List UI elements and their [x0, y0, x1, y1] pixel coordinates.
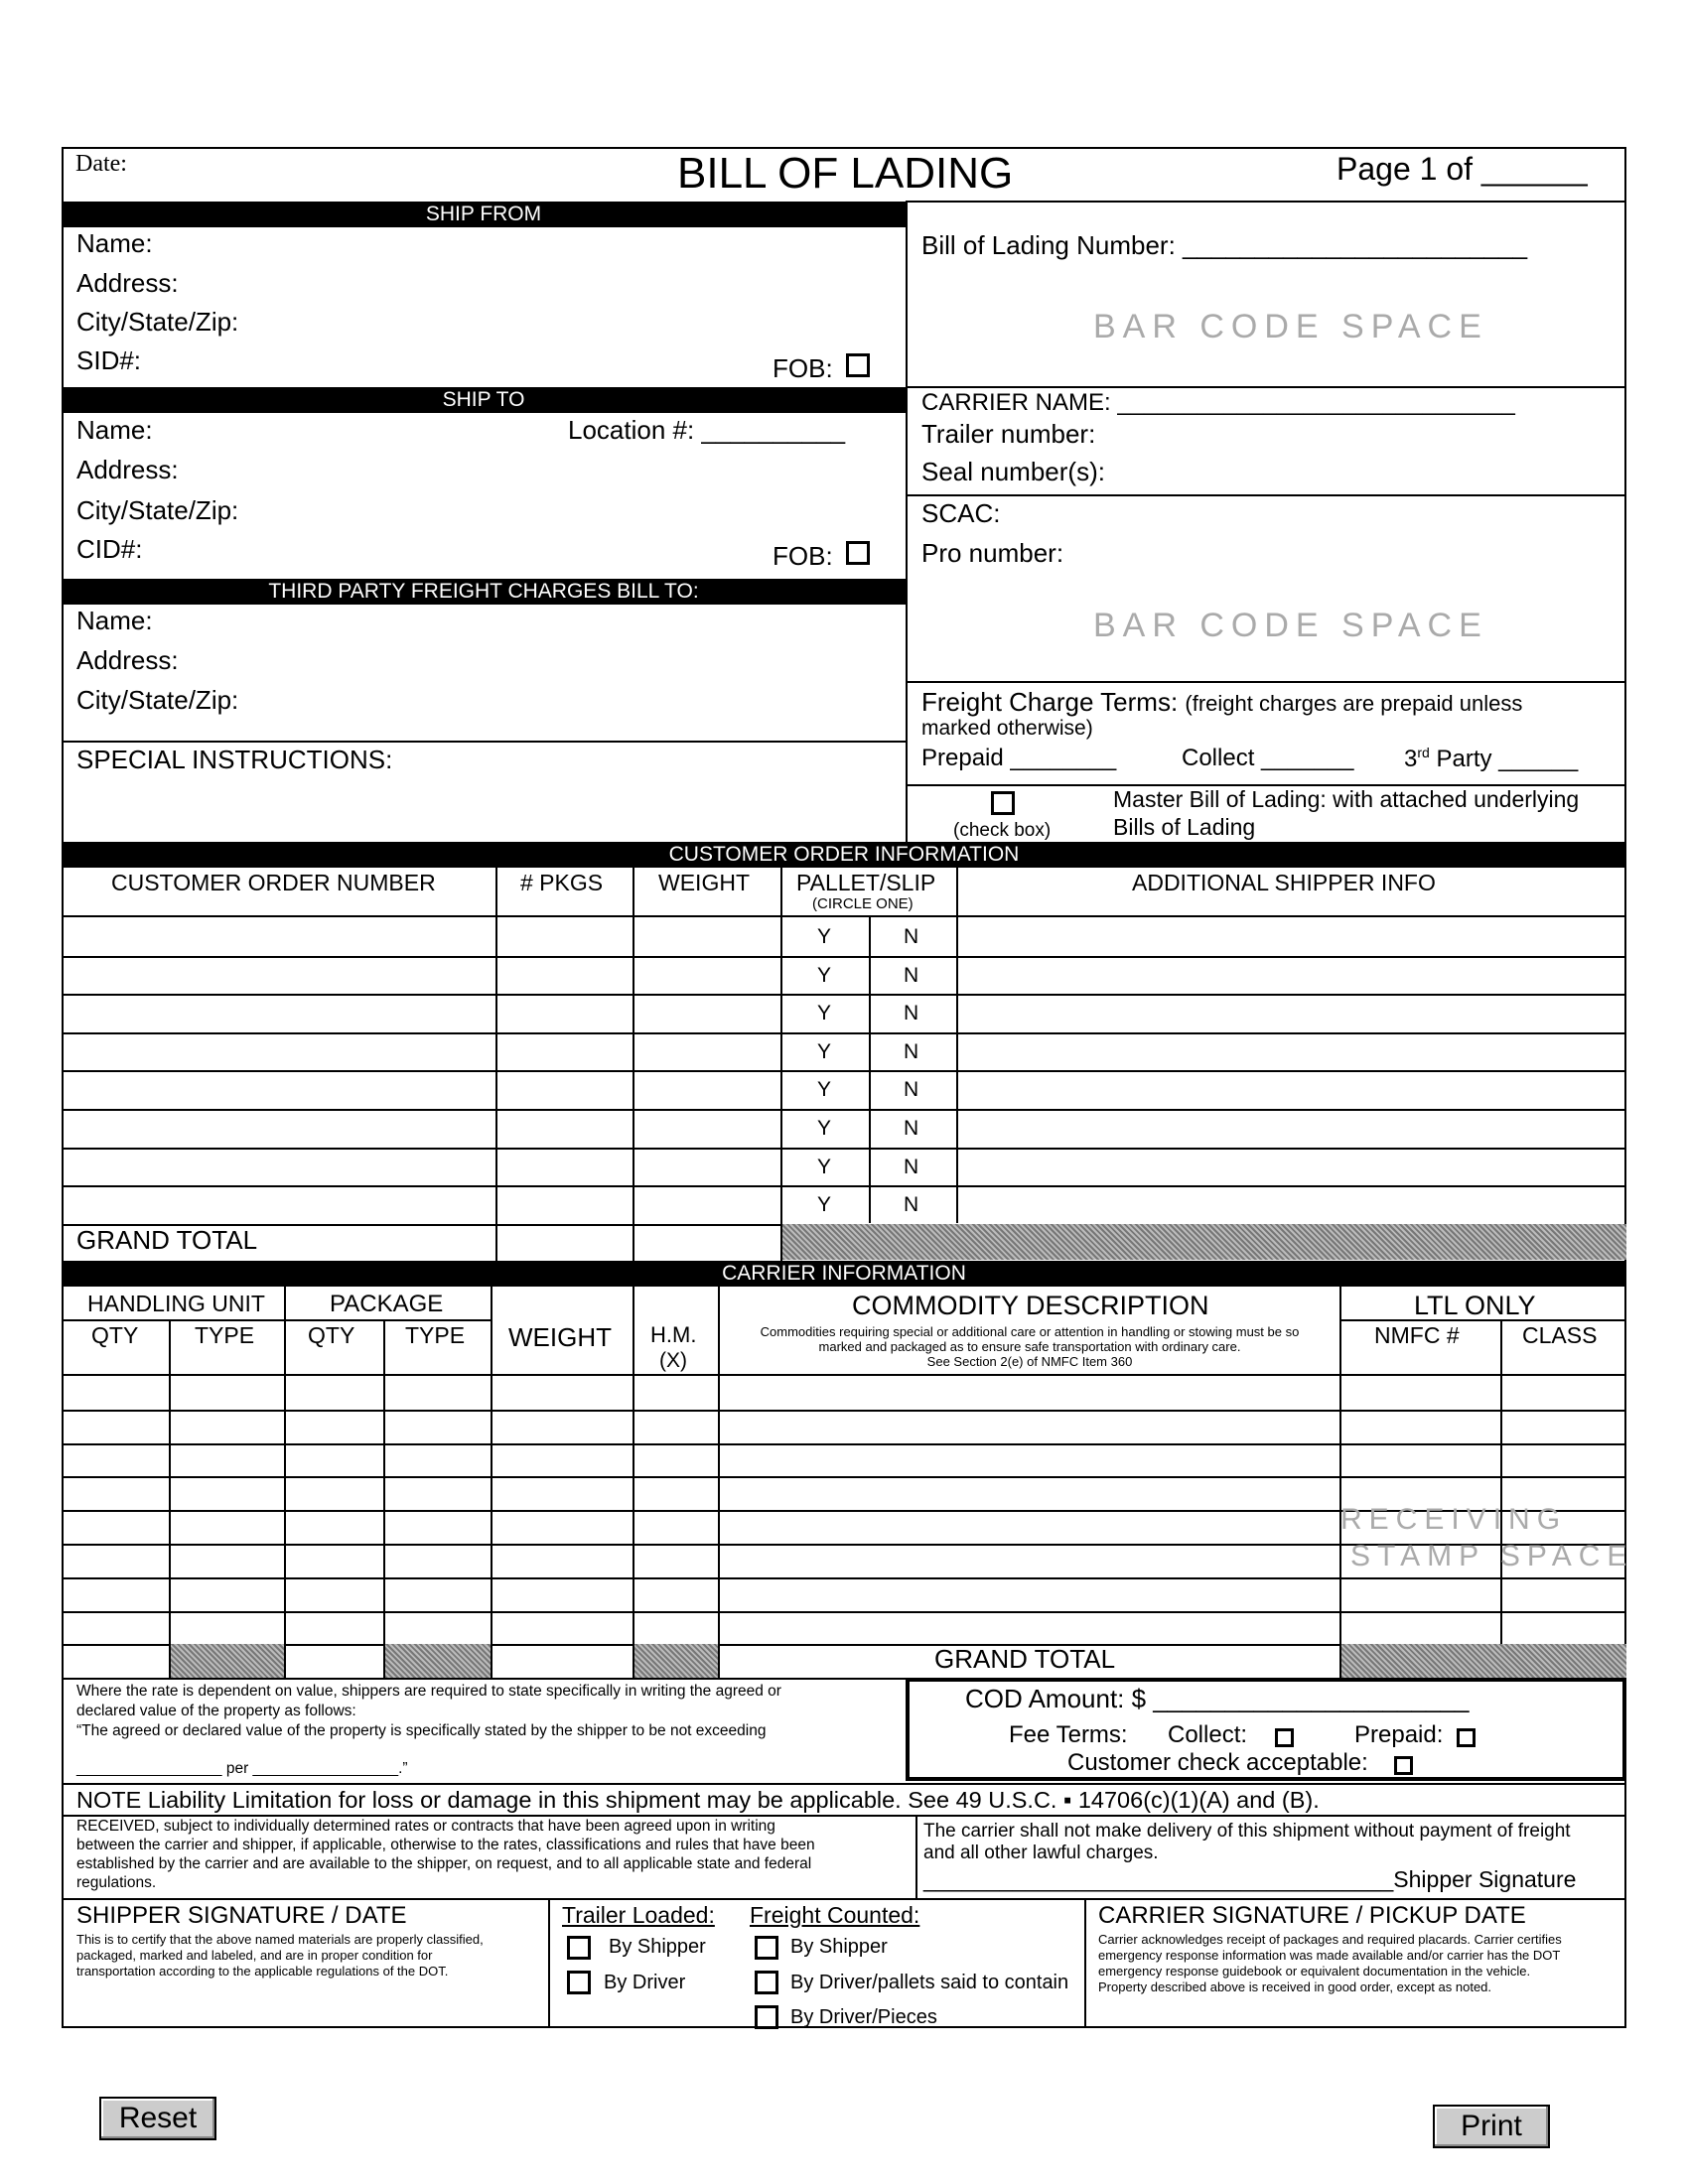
declared-value-per: _________________ per _________________.”	[76, 1760, 408, 1777]
trailer-number-label: Trailer number:	[921, 419, 1096, 449]
ship-from-name: Name:	[76, 228, 153, 258]
trailer-loaded-shipper-checkbox[interactable]	[567, 1936, 591, 1960]
row-divider	[62, 956, 1626, 958]
freight-counted-by-driver-pallets: By Driver/pallets said to contain	[790, 1972, 1069, 1993]
shipper-cert-2: packaged, marked and labeled, and are in proper condition for	[76, 1948, 433, 1963]
pallet-no-option[interactable]: N	[904, 1002, 919, 1024]
freight-counted-shipper-checkbox[interactable]	[755, 1936, 778, 1960]
fee-prepaid-checkbox[interactable]	[1457, 1728, 1476, 1747]
ship-to-fob: FOB:	[773, 541, 833, 571]
pallet-yes-option[interactable]: Y	[817, 1078, 832, 1101]
row-divider	[62, 1032, 1626, 1034]
carrier-cert-3: emergency response guidebook or equivalent documentation in the vehicle.	[1098, 1964, 1531, 1979]
ship-from-address: Address:	[76, 268, 179, 298]
declared-value-text-2: declared value of the property as follows:	[76, 1703, 356, 1719]
ship-from-sid: SID#:	[76, 345, 142, 375]
declared-value-text-1: Where the rate is dependent on value, shippers are required to state specifically in writing the agreed or	[76, 1683, 781, 1700]
received-text-1: RECEIVED, subject to individually determined rates or contracts that have been agreed upon in writing	[76, 1818, 775, 1835]
ship-from-bar: SHIP FROM	[62, 202, 906, 227]
carrier-cert-2: emergency response information was made available and/or carrier has the DOT	[1098, 1948, 1561, 1963]
commodity-header: COMMODITY DESCRIPTION	[852, 1291, 1209, 1320]
hm-x-header: (X)	[659, 1349, 687, 1372]
pallet-yes-option[interactable]: Y	[817, 1156, 832, 1178]
handling-unit-header: HANDLING UNIT	[87, 1291, 265, 1316]
class-header: CLASS	[1522, 1322, 1598, 1348]
carrier-name-label: CARRIER NAME: ______________________________	[921, 389, 1515, 416]
master-bol-checkbox[interactable]	[991, 791, 1015, 815]
received-text-2: between the carrier and shipper, if applicable, otherwise to the rates, classifications and rules that have been	[76, 1837, 815, 1853]
col-weight: WEIGHT	[658, 870, 750, 895]
col-additional-shipper-info: ADDITIONAL SHIPPER INFO	[1132, 870, 1436, 895]
row-divider	[62, 1410, 1626, 1412]
col-customer-order-number: CUSTOMER ORDER NUMBER	[111, 870, 436, 895]
row-divider	[62, 994, 1626, 996]
received-text-3: established by the carrier and are available to the shipper, on request, and to all applicable state and federal	[76, 1855, 812, 1872]
pallet-no-option[interactable]: N	[904, 925, 919, 948]
pallet-yes-option[interactable]: Y	[817, 1002, 832, 1024]
ship-to-address: Address:	[76, 455, 179, 484]
pkg-qty-header: QTY	[308, 1322, 355, 1348]
pallet-no-option[interactable]: N	[904, 1040, 919, 1063]
pallet-yes-option[interactable]: Y	[817, 1193, 832, 1216]
hu-type-header: TYPE	[195, 1322, 255, 1348]
shipper-signature-date: SHIPPER SIGNATURE / DATE	[76, 1902, 407, 1929]
third-party-address: Address:	[76, 645, 179, 675]
pallet-no-option[interactable]: N	[904, 1078, 919, 1101]
shipper-cert-3: transportation according to the applicable regulations of the DOT.	[76, 1964, 449, 1979]
pkg-type-header: TYPE	[405, 1322, 466, 1348]
trailer-loaded-by-driver: By Driver	[604, 1972, 686, 1993]
pallet-no-option[interactable]: N	[904, 964, 919, 987]
third-party-bar: THIRD PARTY FREIGHT CHARGES BILL TO:	[62, 579, 906, 605]
bol-number-label: Bill of Lading Number: ________________________	[921, 230, 1528, 260]
commodity-note-3: See Section 2(e) of NMFC Item 360	[926, 1354, 1133, 1369]
collect-option[interactable]: Collect _______	[1182, 745, 1354, 771]
ship-to-city: City/State/Zip:	[76, 495, 239, 525]
ship-to-location: Location #: __________	[568, 415, 846, 445]
hatched-cell	[385, 1644, 491, 1678]
freight-terms-title: Freight Charge Terms:	[921, 687, 1179, 717]
hu-qty-header: QTY	[91, 1322, 139, 1348]
freight-counted-by-shipper: By Shipper	[790, 1936, 888, 1958]
carrier-info-bar: CARRIER INFORMATION	[62, 1261, 1626, 1287]
fee-prepaid-label: Prepaid:	[1354, 1721, 1444, 1748]
hatched-cell	[634, 1644, 718, 1678]
freight-counted-pallets-checkbox[interactable]	[755, 1971, 778, 1994]
fee-terms-label: Fee Terms:	[1009, 1721, 1128, 1748]
received-text-4: regulations.	[76, 1874, 157, 1891]
date-label: Date:	[75, 151, 127, 177]
ship-from-city: City/State/Zip:	[76, 307, 239, 337]
receiving-stamp-label: RECEIVING	[1340, 1503, 1568, 1536]
pallet-no-option[interactable]: N	[904, 1156, 919, 1178]
carrier-signature-date: CARRIER SIGNATURE / PICKUP DATE	[1098, 1902, 1526, 1929]
package-header: PACKAGE	[330, 1291, 444, 1317]
ship-to-cid: CID#:	[76, 534, 143, 564]
row-divider	[62, 1577, 1626, 1579]
barcode-space-1: BAR CODE SPACE	[1093, 308, 1488, 345]
col-circle-one: (CIRCLE ONE)	[812, 895, 914, 912]
row-divider	[62, 1443, 1626, 1445]
print-button[interactable]: Print	[1433, 2105, 1550, 2148]
pallet-yes-option[interactable]: Y	[817, 1117, 832, 1140]
carrier-delivery-text-1: The carrier shall not make delivery of this shipment without payment of freight	[923, 1821, 1571, 1842]
barcode-space-2: BAR CODE SPACE	[1093, 607, 1488, 644]
reset-button[interactable]: Reset	[99, 2097, 216, 2140]
freight-counted-pieces-checkbox[interactable]	[755, 2005, 778, 2029]
row-divider	[62, 1070, 1626, 1072]
liability-note: NOTE Liability Limitation for loss or damage in this shipment may be applicable. See 49 U.S.C. ▪ 14706(c)(1)(A) and (B).	[76, 1787, 1320, 1813]
freight-counted-label: Freight Counted:	[750, 1902, 920, 1928]
row-divider	[62, 1109, 1626, 1111]
seal-number-label: Seal number(s):	[921, 457, 1105, 486]
stamp-space-label: STAMP SPACE	[1350, 1540, 1634, 1572]
customer-order-grand-total: GRAND TOTAL	[76, 1225, 258, 1255]
prepaid-option[interactable]: Prepaid ________	[921, 745, 1117, 771]
carrier-delivery-text-2: and all other lawful charges.	[923, 1843, 1159, 1863]
carrier-cert-4: Property described above is received in good order, except as noted.	[1098, 1979, 1492, 1994]
ship-to-name: Name:	[76, 415, 153, 445]
pro-number-label: Pro number:	[921, 538, 1064, 568]
declared-value-text-3: “The agreed or declared value of the property is specifically stated by the shipper to be not exceeding	[76, 1722, 767, 1739]
carrier-grand-total: GRAND TOTAL	[934, 1644, 1116, 1674]
master-bol-label: Master Bill of Lading: with attached underlying	[1113, 786, 1580, 812]
ship-to-bar: SHIP TO	[62, 387, 906, 413]
master-bol-label-2: Bills of Lading	[1113, 814, 1256, 840]
pallet-yes-option[interactable]: Y	[817, 964, 832, 987]
nmfc-header: NMFC #	[1374, 1322, 1460, 1348]
pallet-yes-option[interactable]: Y	[817, 925, 832, 948]
third-party-option[interactable]: 3rd Party ______	[1404, 745, 1579, 772]
shipper-signature-line[interactable]: _____________________________________Shipper Signature	[923, 1866, 1577, 1892]
trailer-loaded-driver-checkbox[interactable]	[567, 1971, 591, 1994]
freight-counted-by-driver-pieces: By Driver/Pieces	[790, 2006, 937, 2028]
trailer-loaded-by-shipper: By Shipper	[609, 1936, 706, 1958]
ship-from-fob-checkbox[interactable]	[846, 353, 870, 377]
commodity-note-1: Commodities requiring special or additional care or attention in handling or stowing must be so	[760, 1324, 1300, 1339]
hm-header: H.M.	[650, 1322, 697, 1347]
pallet-yes-option[interactable]: Y	[817, 1040, 832, 1063]
customer-check-checkbox[interactable]	[1394, 1756, 1413, 1775]
freight-charge-terms-label	[921, 687, 1522, 718]
pallet-no-option[interactable]: N	[904, 1193, 919, 1216]
hatched-cell	[171, 1644, 284, 1678]
scac-label: SCAC:	[921, 498, 1001, 528]
third-party-name: Name:	[76, 606, 153, 635]
ship-to-fob-checkbox[interactable]	[846, 541, 870, 565]
shipper-cert-1: This is to certify that the above named materials are properly classified,	[76, 1932, 484, 1947]
customer-check-label: Customer check acceptable:	[1067, 1749, 1368, 1776]
row-divider	[62, 1476, 1626, 1478]
col-pkgs: # PKGS	[520, 870, 604, 895]
check-box-label: (check box)	[953, 820, 1052, 841]
freight-terms-note: (freight charges are prepaid unless	[1185, 691, 1523, 716]
ship-from-fob: FOB:	[773, 353, 833, 383]
customer-order-bar: CUSTOMER ORDER INFORMATION	[62, 842, 1626, 868]
col-pallet-slip: PALLET/SLIP	[796, 870, 936, 895]
freight-terms-note-2: marked otherwise)	[921, 717, 1093, 740]
fee-collect-checkbox[interactable]	[1275, 1728, 1294, 1747]
page-label: Page 1 of ______	[1336, 151, 1588, 187]
carrier-cert-1: Carrier acknowledges receipt of packages and required placards. Carrier certifies	[1098, 1932, 1562, 1947]
fee-collect-label: Collect:	[1168, 1721, 1248, 1748]
cod-amount: COD Amount: $ ______________________	[965, 1684, 1470, 1713]
third-party-city: City/State/Zip:	[76, 685, 239, 715]
special-instructions-label: SPECIAL INSTRUCTIONS:	[76, 745, 393, 774]
commodity-note-2: marked and packaged as to ensure safe transportation with ordinary care.	[818, 1339, 1241, 1354]
row-divider	[62, 1611, 1626, 1613]
carrier-weight-header: WEIGHT	[508, 1322, 612, 1352]
row-divider	[62, 1185, 1626, 1187]
form-title: BILL OF LADING	[677, 149, 1014, 198]
hatched-cell	[782, 1224, 1626, 1260]
pallet-no-option[interactable]: N	[904, 1117, 919, 1140]
trailer-loaded-label: Trailer Loaded:	[562, 1902, 715, 1928]
ltl-only-header: LTL ONLY	[1414, 1291, 1536, 1320]
row-divider	[62, 1148, 1626, 1150]
hatched-cell	[1341, 1644, 1626, 1678]
